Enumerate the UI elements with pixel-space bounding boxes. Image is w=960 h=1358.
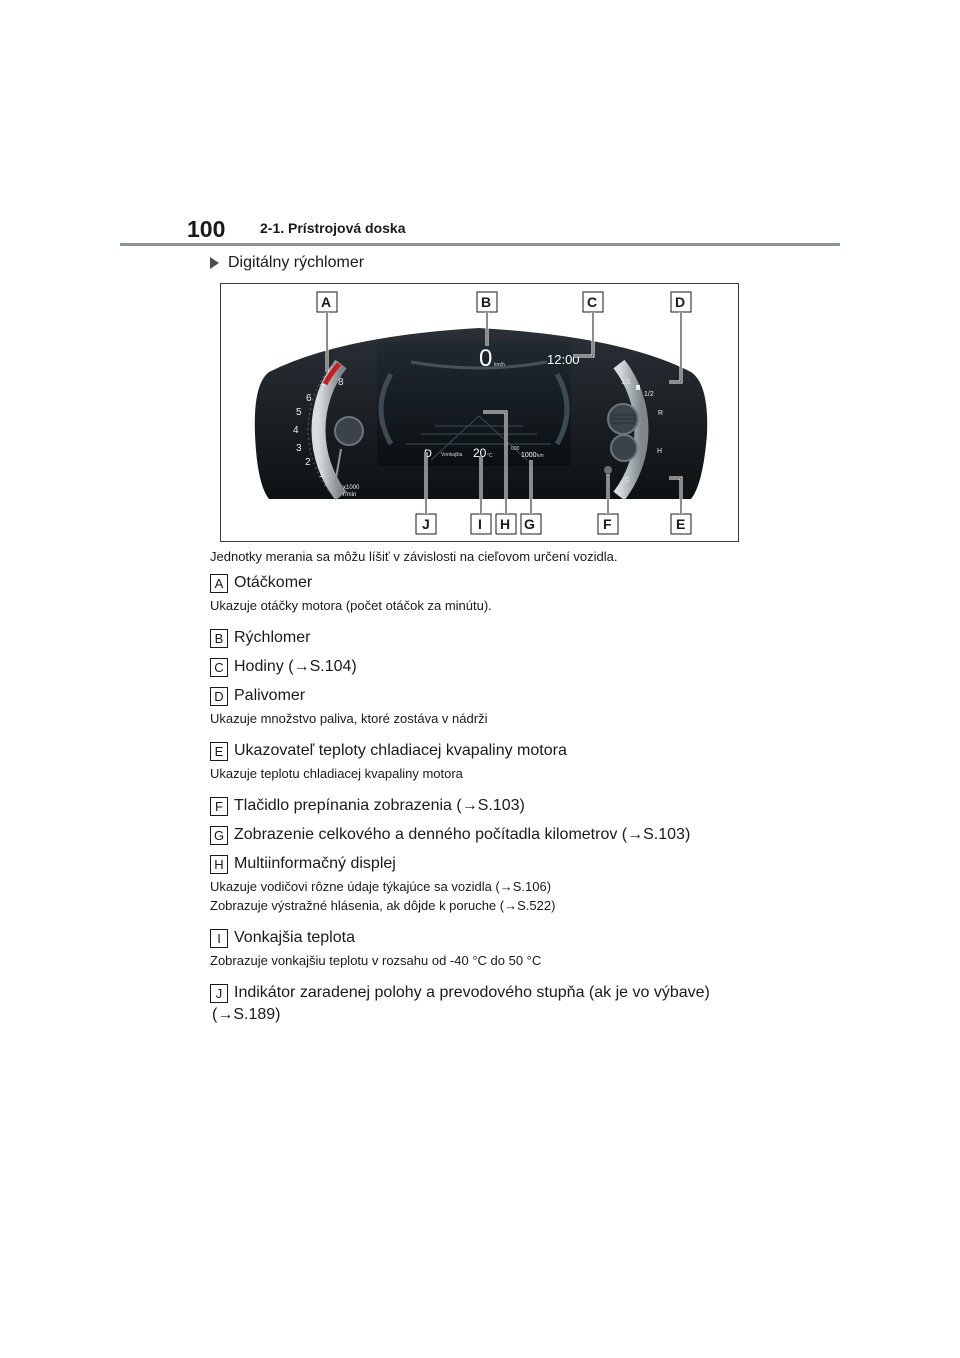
legend-title: Palivomer (234, 687, 306, 704)
legend-title: Zobrazenie celkového a denného počítadla kilometrov (→S.103) (234, 826, 691, 843)
odometer-value: 1000 (521, 452, 537, 459)
callout-label: B (481, 294, 492, 310)
left-gauge-knob (335, 417, 363, 445)
legend-item-d (210, 686, 830, 706)
legend-item-i (210, 928, 830, 948)
callout-label: E (676, 516, 686, 532)
legend-item-b (210, 628, 830, 648)
legend-desc: Ukazuje otáčky motora (počet otáčok za minútu). (210, 598, 492, 613)
legend-title-continued: (→S.189) (212, 1006, 281, 1023)
legend-title: Vonkajšia teplota (234, 929, 355, 946)
legend-title: Rýchlomer (234, 629, 311, 646)
legend-desc: Zobrazuje výstražné hlásenia, ak dôjde k poruche (→S.522) (210, 898, 556, 913)
legend-title: Otáčkomer (234, 574, 313, 591)
letter-badge: C (210, 658, 228, 677)
legend-item-h (210, 854, 830, 874)
outside-temp-unit: °C (487, 453, 493, 459)
tach-number: 2 (305, 457, 311, 468)
triangle-bullet-icon (210, 257, 219, 269)
callout-label: F (603, 516, 612, 532)
tach-unit: x1000 (343, 485, 360, 491)
fuel-pump-icon (636, 385, 640, 390)
subsection-heading (210, 254, 364, 272)
callout-label: H (500, 516, 511, 532)
tach-number: 1 (319, 469, 325, 480)
letter-badge: G (210, 826, 228, 845)
callout-label: J (422, 516, 430, 532)
legend-item-j (210, 983, 830, 1003)
letter-badge: F (210, 797, 228, 816)
temp-mark: C (625, 477, 631, 484)
odometer-unit: km (537, 453, 544, 459)
callout-label: C (587, 294, 598, 310)
legend-item-a (210, 573, 830, 593)
subsection-title: Digitálny rýchlomer (228, 254, 365, 271)
tach-number: 4 (293, 425, 299, 436)
fuel-mark: R (658, 410, 664, 417)
legend-title: Ukazovateľ teploty chladiacej kvapaliny motora (234, 742, 567, 759)
gear-indicator: D (424, 448, 432, 460)
legend-title: Indikátor zaradenej polohy a prevodového stupňa (ak je vo výbave) (234, 984, 710, 1001)
letter-badge: A (210, 574, 228, 593)
fuel-mark: 1/2 (644, 391, 654, 398)
tach-number: 7 (320, 383, 326, 394)
callout-label: D (675, 294, 686, 310)
letter-badge: I (210, 929, 228, 948)
temp-gauge-knob (611, 435, 637, 461)
legend-item-f (210, 796, 830, 816)
legend-desc: Ukazuje vodičovi rôzne údaje týkajúce sa vozidla (→S.106) (210, 879, 552, 894)
tach-number: 3 (296, 443, 302, 454)
clock-display: 12:00 (547, 352, 580, 367)
legend-item-e (210, 741, 830, 761)
instrument-cluster-figure (220, 283, 739, 542)
speed-value: 0 (479, 345, 493, 372)
legend-item-g (210, 825, 830, 845)
display-change-button (604, 466, 612, 474)
legend-desc: Ukazuje množstvo paliva, ktoré zostáva v nádrži (210, 711, 488, 726)
callout-label: I (478, 516, 482, 532)
temp-mark: H (657, 448, 663, 455)
instrument-cluster-illustration (221, 284, 739, 542)
callout-label: A (321, 294, 332, 310)
legend-title: Multiinformačný displej (234, 855, 396, 872)
fuel-mark: 1/1 (621, 379, 631, 386)
header-rule (120, 243, 840, 246)
legend-list (210, 573, 830, 1025)
speed-unit: km/h (494, 362, 505, 368)
figure-caption: Jednotky merania sa môžu líšiť v závislosti na cieľovom určení vozidla. (210, 549, 618, 564)
letter-badge: D (210, 687, 228, 706)
letter-badge: J (210, 984, 228, 1003)
legend-title: Tlačidlo prepínania zobrazenia (→S.103) (234, 797, 525, 814)
tach-unit-rpm: r/min (343, 492, 357, 498)
letter-badge: H (210, 855, 228, 874)
letter-badge: B (210, 629, 228, 648)
legend-desc: Zobrazuje vonkajšiu teplotu v rozsahu od -40 °C do 50 °C (210, 953, 542, 968)
tach-number: 5 (296, 407, 302, 418)
callout-label: G (524, 516, 535, 532)
legend-item-c (210, 657, 830, 677)
tach-number: 8 (338, 377, 344, 388)
legend-desc: Ukazuje teplotu chladiacej kvapaliny motora (210, 766, 463, 781)
odometer-prefix: 000 (511, 446, 520, 452)
legend-title: Hodiny (→S.104) (234, 658, 357, 675)
section-title: 2-1. Prístrojová doska (260, 220, 406, 236)
letter-badge: E (210, 742, 228, 761)
outside-temp-value: 20 (473, 446, 487, 460)
outside-temp-label: Vonkajšia (441, 452, 463, 458)
page-number: 100 (187, 216, 226, 242)
tach-number: 6 (306, 393, 312, 404)
